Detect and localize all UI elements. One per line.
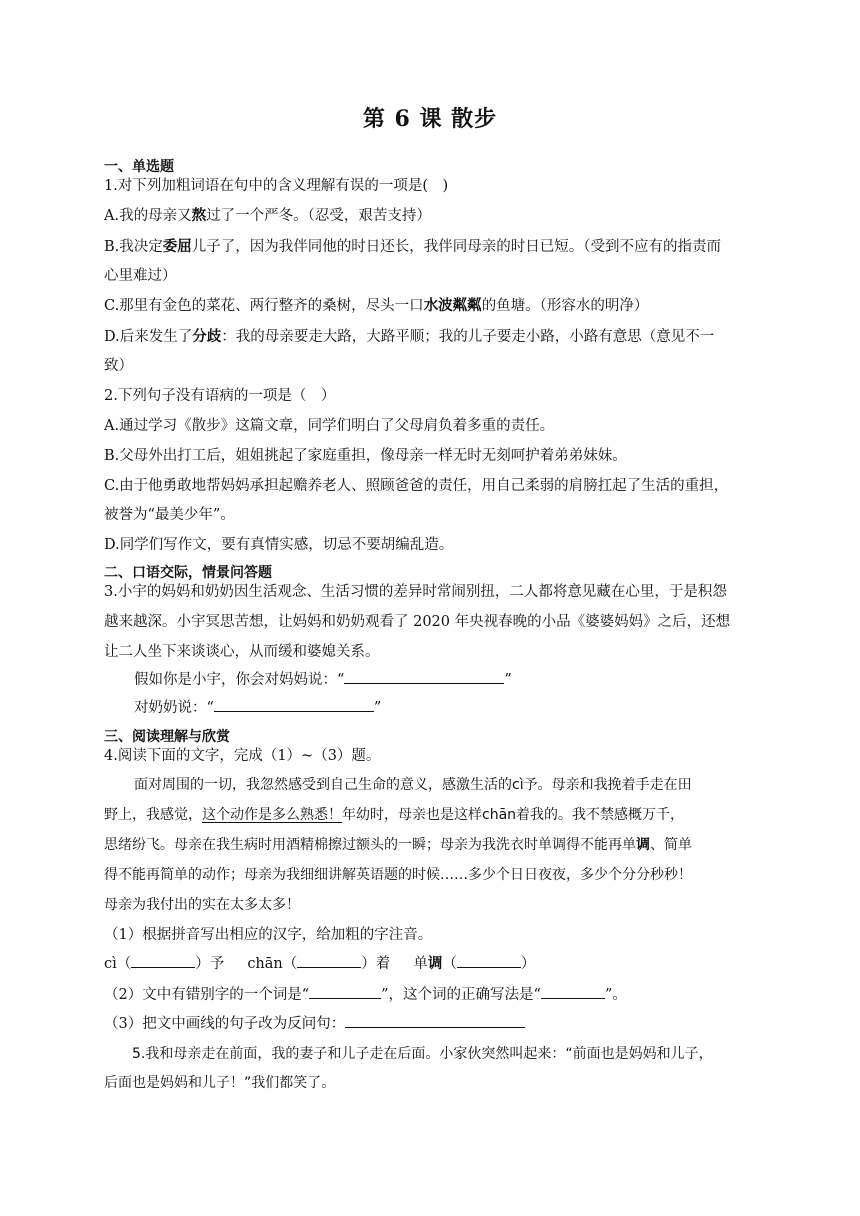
answer-blank-rhetorical[interactable] xyxy=(345,1013,525,1028)
question-2-option-b: B.父母外出打工后，姐姐挑起了家庭重担，像母亲一样无时无刻呵护着弟弟妹妹。 xyxy=(104,448,627,464)
passage-line-1: 面对周围的一切，我忽然感受到自己生命的意义，感激生活的cì予。母亲和我挽着手走在田 xyxy=(134,777,692,793)
section-heading-reading: 三、阅读理解与欣赏 xyxy=(104,729,230,745)
sub-question-2: （2）文中有错别字的一个词是“ ”，这个词的正确写法是“ ”。 xyxy=(104,983,627,1004)
underlined-sentence: 这个动作是多么熟悉！ xyxy=(202,807,342,823)
question-5-line-2: 后面也是妈妈和儿子！”我们都笑了。 xyxy=(104,1075,336,1091)
question-1-option-b: B.我决定委屈儿子了，因为我伴同他的时日还长，我伴同母亲的时日已短。（受到不应有的指责而 xyxy=(104,238,722,255)
question-4-stem: 4.阅读下面的文字，完成（1）~（3）题。 xyxy=(104,748,381,764)
question-3-grandma-line: 对奶奶说：“ ” xyxy=(134,696,381,717)
answer-blank-diao[interactable] xyxy=(457,953,521,968)
answer-blank-ci[interactable] xyxy=(131,953,195,968)
question-1-option-a: A.我的母亲又熬过了一个严冬。（忍受，艰苦支持） xyxy=(104,207,431,224)
question-1-option-b-cont: 心里难过） xyxy=(104,268,177,284)
question-2-option-c: C.由于他勇敢地帮妈妈承担起赡养老人、照顾爸爸的责任，用自己柔弱的肩膀扛起了生活的重担， xyxy=(104,478,729,494)
answer-blank-correct-word[interactable] xyxy=(541,984,605,999)
answer-blank-chan[interactable] xyxy=(297,953,361,968)
answer-blank-wrong-word[interactable] xyxy=(309,984,381,999)
question-1-stem: 1.对下列加粗词语在句中的含义理解有误的一项是( ) xyxy=(104,178,449,194)
passage-line-3: 思绪纷飞。母亲在我生病时用酒精棉擦过额头的一瞬；母亲为我洗衣时单调得不能再单调、简单 xyxy=(104,837,692,853)
question-5-line-1: 5.我和母亲走在前面，我的妻子和儿子走在后面。小家伙突然叫起来：“前面也是妈妈和儿子， xyxy=(132,1046,713,1062)
section-heading-single-choice: 一、单选题 xyxy=(104,159,174,175)
section-heading-oral: 二、口语交际，情景问答题 xyxy=(104,565,272,581)
passage-line-4: 得不能再简单的动作；母亲为我细细讲解英语题的时候……多少个日日夜夜，多少个分分秒秒！ xyxy=(104,867,692,883)
answer-blank-grandma[interactable] xyxy=(214,697,374,712)
passage-line-5: 母亲为我付出的实在太多太多！ xyxy=(104,897,300,913)
question-3-mom-line: 假如你是小宇，你会对妈妈说：“ ” xyxy=(134,668,512,689)
question-2-stem: 2.下列句子没有语病的一项是（ ） xyxy=(104,388,336,404)
question-2-option-d: D.同学们写作文，要有真情实感，切忌不要胡编乱造。 xyxy=(104,537,454,553)
question-3-line-1: 3.小宇的妈妈和奶奶因生活观念、生活习惯的差异时常闹别扭，二人都将意见藏在心里，于是积怨 xyxy=(104,584,727,600)
page-title: 第 6 课 散步 xyxy=(362,106,498,132)
answer-blank-mom[interactable] xyxy=(344,669,504,684)
question-1-option-c: C.那里有金色的菜花、两行整齐的桑树，尽头一口水波粼粼的鱼塘。（形容水的明净） xyxy=(104,297,649,314)
sub-question-1: （1）根据拼音写出相应的汉字，给加粗的字注音。 xyxy=(104,927,433,943)
question-3-line-3: 让二人坐下来谈谈心，从而缓和婆媳关系。 xyxy=(104,644,380,660)
question-1-option-d-cont: 致） xyxy=(104,358,133,374)
question-1-option-d: D.后来发生了分歧：我的母亲要走大路，大路平顺；我的儿子要走小路，小路有意思（意见不一 xyxy=(104,328,715,345)
question-2-option-a: A.通过学习《散步》这篇文章，同学们明白了父母肩负着多重的责任。 xyxy=(104,418,555,434)
sub-question-3: （3）把文中画线的句子改为反问句： xyxy=(104,1012,525,1033)
question-2-option-c-cont: 被誉为“最美少年”。 xyxy=(104,507,235,523)
question-3-line-2: 越来越深。小宇冥思苦想，让妈妈和奶奶观看了 2020 年央视春晚的小品《婆婆妈妈》之后，还想 xyxy=(104,614,731,630)
passage-line-2: 野上，我感觉，这个动作是多么熟悉！年幼时，母亲也是这样chān着我的。我不禁感概万千， xyxy=(104,807,685,823)
sub-question-1-blanks: cì（ ）予 chān（ ）着 单调（ ） xyxy=(104,955,536,972)
